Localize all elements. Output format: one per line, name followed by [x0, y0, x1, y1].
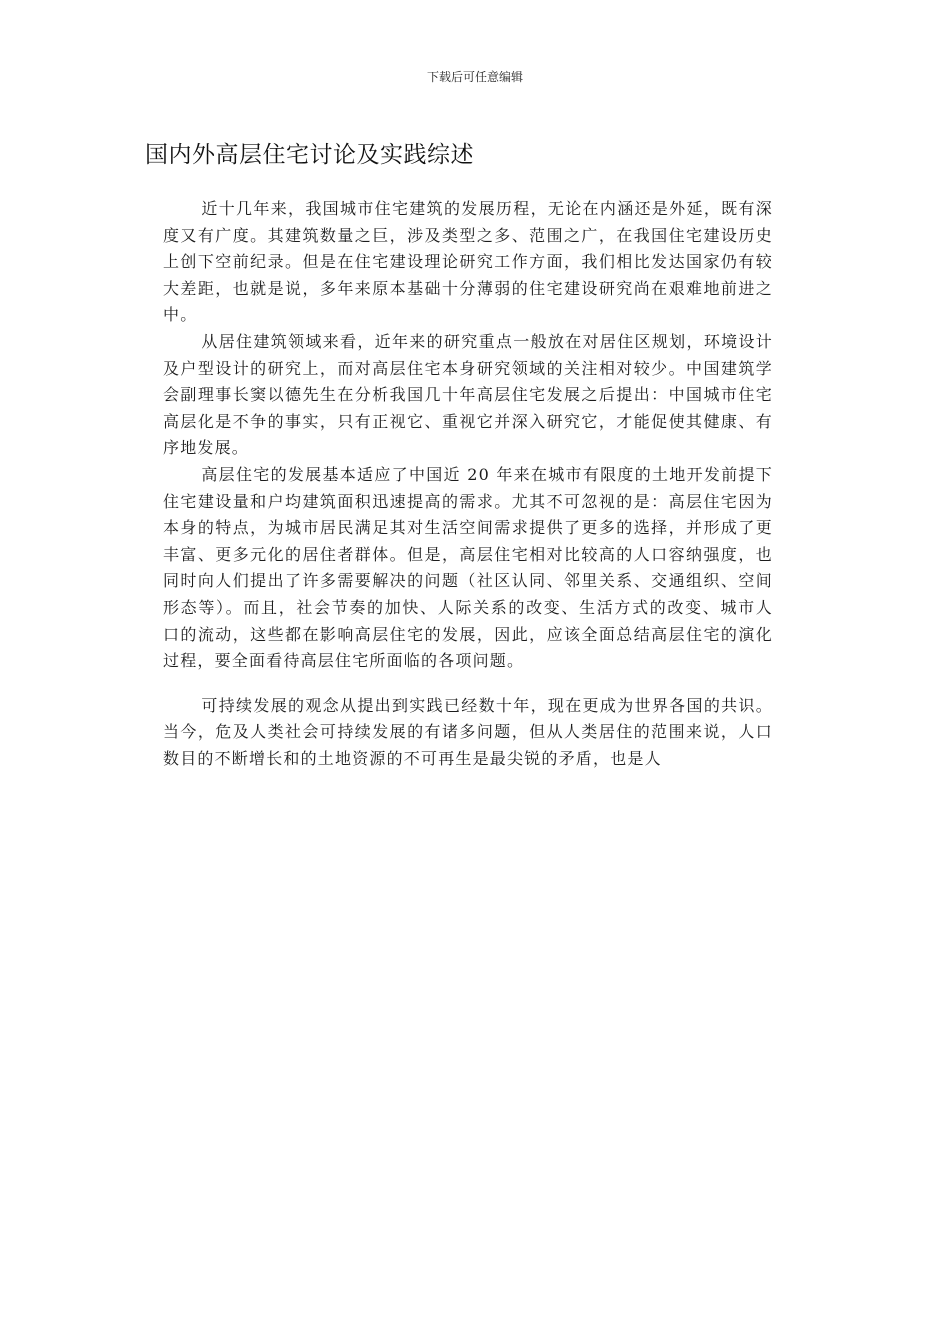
paragraph-2: 从居住建筑领域来看，近年来的研究重点一般放在对居住区规划，环境设计及户型设计的研究上，而对高层住宅本身研究领域的关注相对较少。中国建筑学会副理事长窦以德先生在分析我国几十年高层住宅发展之后提出：中国城市住宅高层化是不争的事实，只有正视它、重视它并深入研究它，才能促使其健康、有序地发展。: [163, 331, 773, 458]
paragraph-1: 近十几年来，我国城市住宅建筑的发展历程，无论在内涵还是外延，既有深度又有广度。其建筑数量之巨，涉及类型之多、范围之广，在我国住宅建设历史上创下空前纪录。但是在住宅建设理论研究工作方面，我们相比发达国家仍有较大差距，也就是说，多年来原本基础十分薄弱的住宅建设研究尚在艰难地前进之中。: [163, 199, 773, 325]
header-note: 下载后可任意编辑: [426, 70, 523, 84]
document-title: 国内外高层住宅讨论及实践综述: [145, 142, 474, 168]
paragraph-3: 高层住宅的发展基本适应了中国近 20 年来在城市有限度的土地开发前提下住宅建设量和户均建筑面积迅速提高的需求。尤其不可忽视的是：高层住宅因为本身的特点，为城市居民满足其对生活空间需求提供了更多的选择，并形成了更丰富、更多元化的居住者群体。但是，高层住宅相对比较高的人口容纳强度，也同时向人们提出了许多需要解决的问题（社区认同、邻里关系、交通组织、空间形态等）。而且，社会节奏的加快、人际关系的改变、生活方式的改变、城市人口的流动，这些都在影响高层住宅的发展，因此，应该全面总结高层住宅的演化过程，要全面看待高层住宅所面临的各项问题。: [163, 464, 773, 671]
paragraph-4: 可持续发展的观念从提出到实践已经数十年，现在更成为世界各国的共识。当今，危及人类社会可持续发展的有诸多问题，但从人类居住的范围来说，人口数目的不断增长和的土地资源的不可再生是最尖锐的矛盾，也是人: [163, 695, 773, 768]
document-body: [163, 196, 773, 772]
